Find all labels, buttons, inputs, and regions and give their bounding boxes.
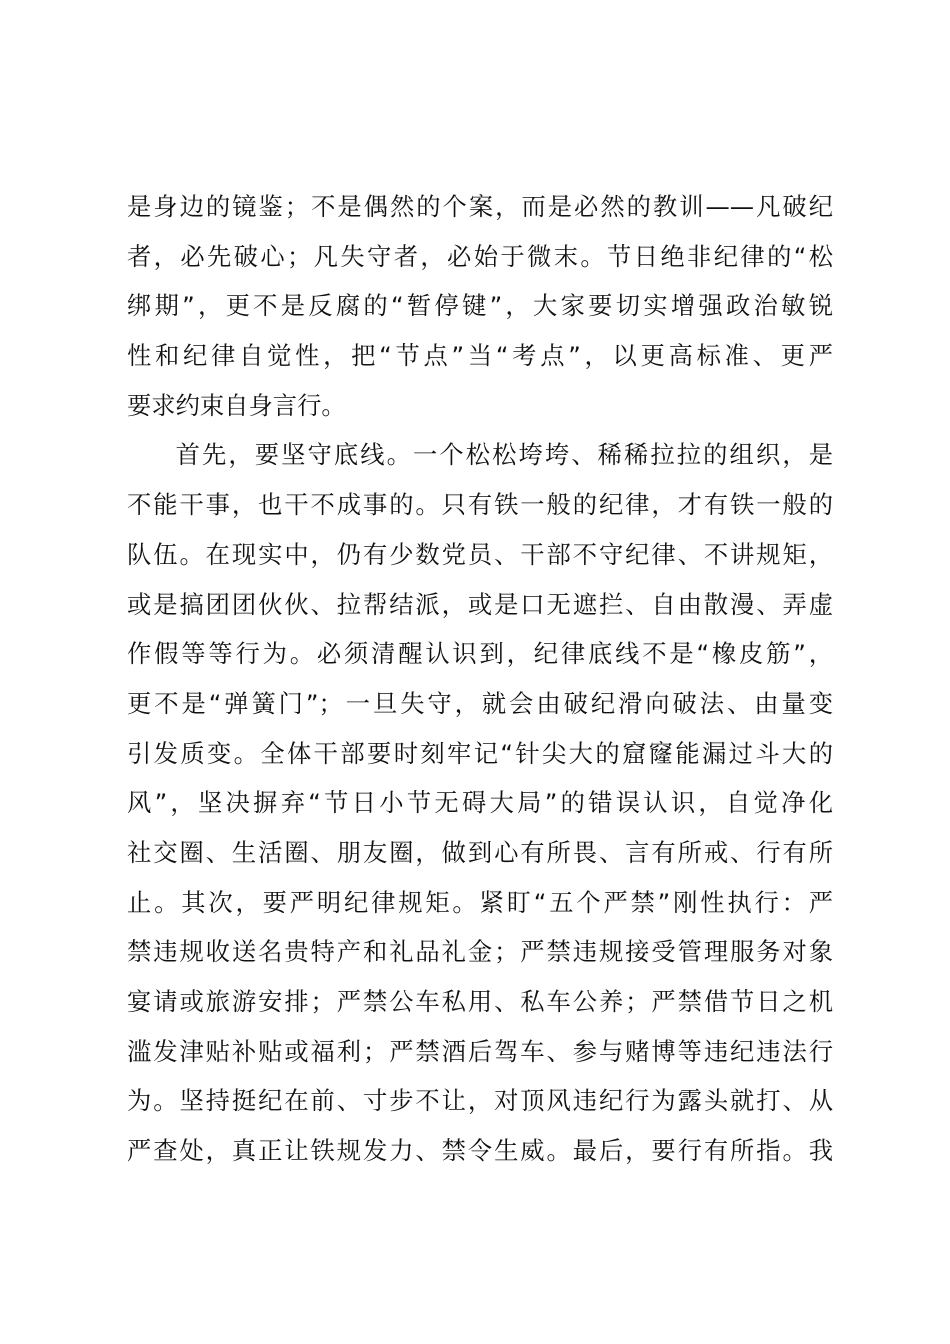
- text-line: 滥发津贴补贴或福利；严禁酒后驾车、参与赌博等违纪违法行: [127, 1036, 833, 1066]
- text-line: 社交圈、生活圈、朋友圈，做到心有所畏、言有所戒、行有所: [127, 837, 833, 867]
- text-line: 要求约束自身言行。: [127, 390, 346, 420]
- text-line: 首先，要坚守底线。一个松松垮垮、稀稀拉拉的组织，是: [175, 440, 833, 470]
- paragraph-1: [127, 182, 833, 430]
- text-line: 引发质变。全体干部要时刻牢记“针尖大的窟窿能漏过斗大的: [127, 738, 833, 768]
- text-line: 止。其次，要严明纪律规矩。紧盯“五个严禁”刚性执行：严: [127, 887, 833, 917]
- text-line: 风”，坚决摒弃“节日小节无碍大局”的错误认识，自觉净化: [127, 788, 833, 818]
- text-line: 者，必先破心；凡失守者，必始于微末。节日绝非纪律的“松: [127, 241, 833, 271]
- text-line: 禁违规收送名贵特产和礼品礼金；严禁违规接受管理服务对象: [127, 937, 833, 967]
- text-line: 性和纪律自觉性，把“节点”当“考点”，以更高标准、更严: [127, 341, 833, 371]
- text-line: 或是搞团团伙伙、拉帮结派，或是口无遮拦、自由散漫、弄虚: [127, 589, 833, 619]
- text-line: 绑期”，更不是反腐的“暂停键”，大家要切实增强政治敏锐: [127, 291, 833, 321]
- text-line: 不能干事，也干不成事的。只有铁一般的纪律，才有铁一般的: [127, 490, 833, 520]
- text-line: 是身边的镜鉴；不是偶然的个案，而是必然的教训——凡破纪: [127, 192, 833, 221]
- text-line: 作假等等行为。必须清醒认识到，纪律底线不是“橡皮筋”，: [127, 639, 833, 669]
- text-line: 宴请或旅游安排；严禁公车私用、私车公养；严禁借节日之机: [127, 987, 833, 1016]
- document-body: [127, 182, 833, 1176]
- paragraph-2: [127, 430, 833, 1175]
- text-line: 队伍。在现实中，仍有少数党员、干部不守纪律、不讲规矩，: [127, 539, 833, 569]
- text-line: 为。坚持挺纪在前、寸步不让，对顶风违纪行为露头就打、从: [127, 1086, 833, 1116]
- text-line: 严查处，真正让铁规发力、禁令生威。最后，要行有所指。我: [127, 1136, 833, 1166]
- text-line: 更不是“弹簧门”；一旦失守，就会由破纪滑向破法、由量变: [127, 688, 833, 718]
